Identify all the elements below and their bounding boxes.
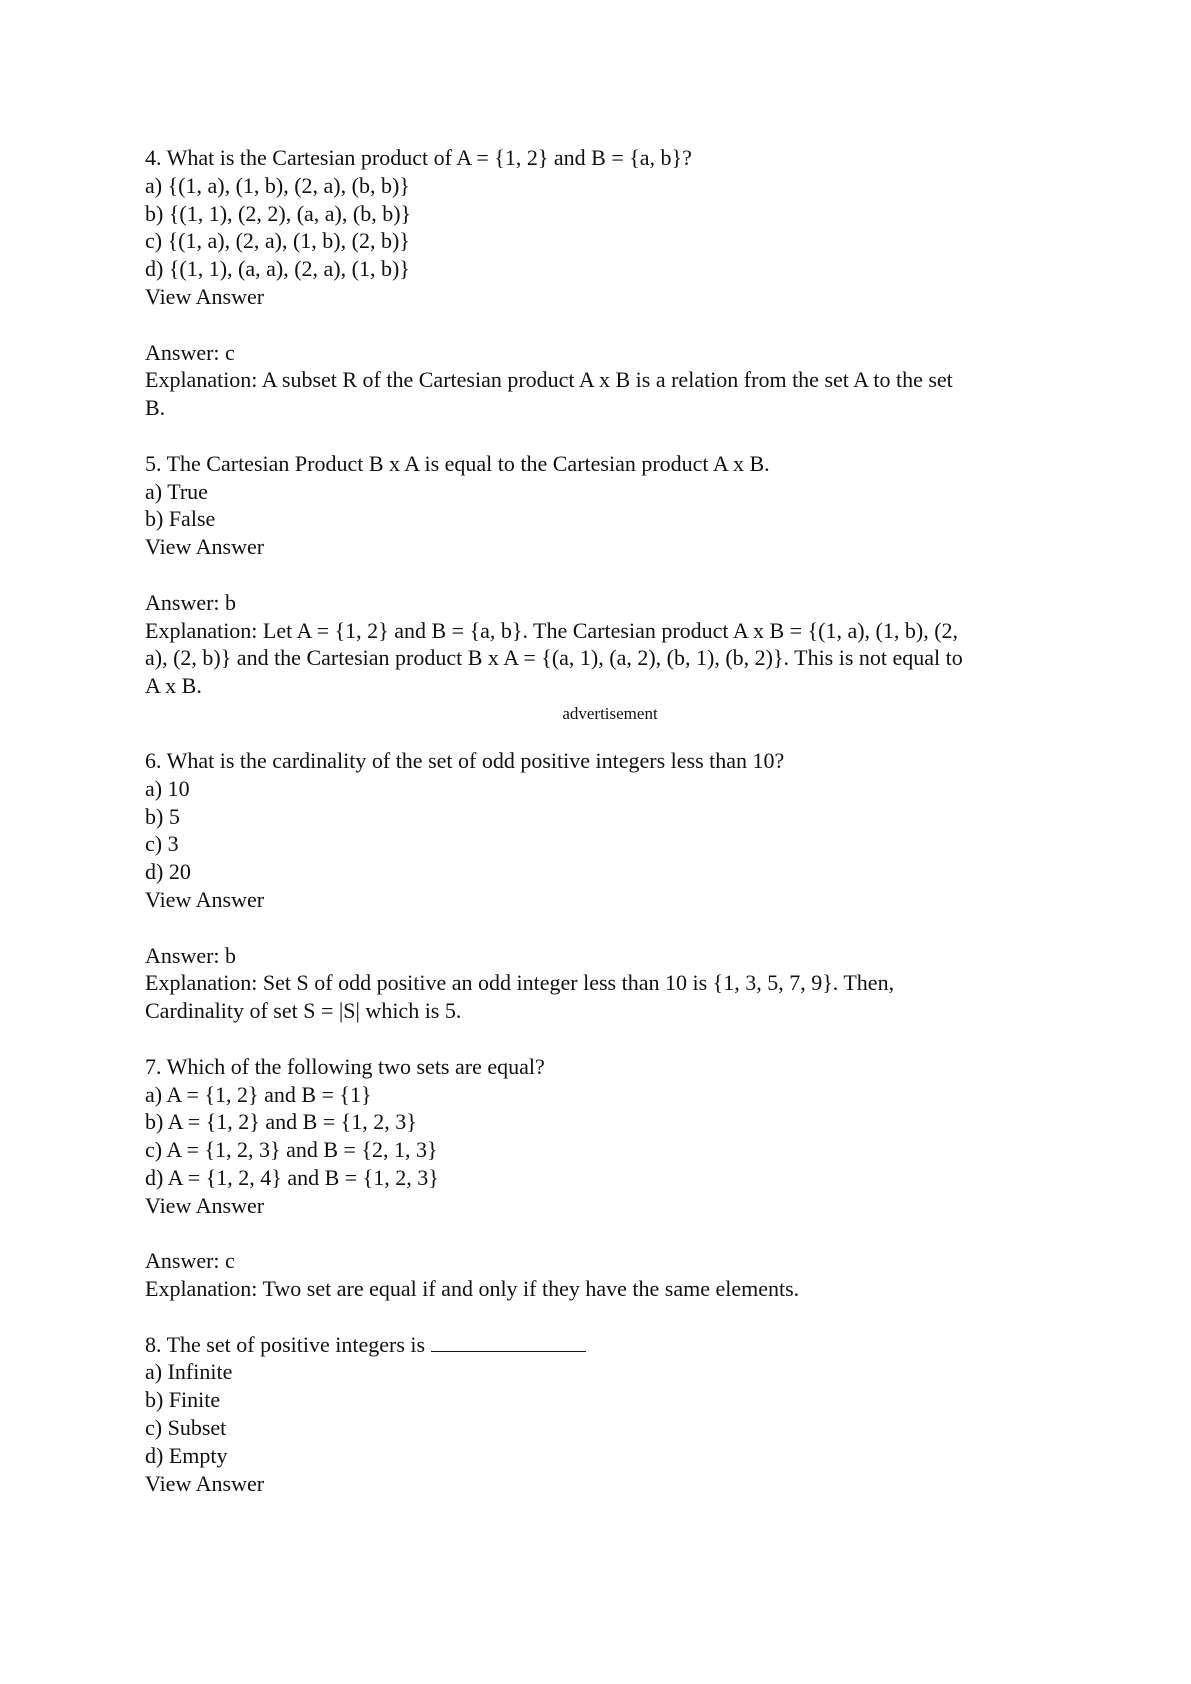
option: c) {(1, a), (2, a), (1, b), (2, b)}: [145, 228, 410, 254]
explanation-text: Cardinality of set S = |S| which is 5.: [145, 998, 462, 1024]
answer-text: Answer: b: [145, 589, 237, 615]
option: a) {(1, a), (1, b), (2, a), (b, b)}: [145, 172, 410, 198]
view-answer-link[interactable]: View Answer: [145, 1192, 265, 1218]
option: d) Empty: [145, 1442, 228, 1468]
explanation-text: Explanation: Two set are equal if and only if they have the same elements.: [145, 1276, 800, 1302]
question-text: 8. The set of positive integers is: [145, 1331, 426, 1357]
option: a) True: [145, 478, 208, 504]
question-block-4: [145, 144, 1075, 422]
explanation-text: Explanation: A subset R of the Cartesian product A x B is a relation from the set A to the set: [145, 367, 953, 393]
question-line: [145, 1331, 1075, 1359]
view-answer-link[interactable]: View Answer: [145, 534, 265, 560]
option: c) 3: [145, 831, 179, 857]
explanation-text: Explanation: Set S of odd positive an odd integer less than 10 is {1, 3, 5, 7, 9}. Then,: [145, 970, 895, 996]
option: b) 5: [145, 803, 180, 829]
question-block-6: [145, 747, 1075, 1025]
question-block-8: [145, 1331, 1075, 1498]
option: a) Infinite: [145, 1359, 233, 1385]
answer-text: Answer: b: [145, 942, 237, 968]
explanation-text: Explanation: Let A = {1, 2} and B = {a, b}. The Cartesian product A x B = {(1, a), (1, b), (2,: [145, 617, 959, 643]
option: b) False: [145, 506, 216, 532]
question-text: 7. Which of the following two sets are equal?: [145, 1053, 545, 1079]
fill-in-blank: [431, 1332, 586, 1352]
explanation-text: a), (2, b)} and the Cartesian product B x A = {(a, 1), (a, 2), (b, 1), (b, 2)}. This is not equal to: [145, 645, 963, 671]
question-text: 5. The Cartesian Product B x A is equal to the Cartesian product A x B.: [145, 450, 770, 476]
document-page: [145, 144, 1075, 1497]
option: b) {(1, 1), (2, 2), (a, a), (b, b)}: [145, 200, 412, 226]
question-block-5: [145, 450, 1075, 700]
advertisement-label: advertisement: [562, 703, 658, 723]
option: c) Subset: [145, 1415, 227, 1441]
option: d) A = {1, 2, 4} and B = {1, 2, 3}: [145, 1164, 439, 1190]
explanation-text: B.: [145, 395, 166, 421]
view-answer-link[interactable]: View Answer: [145, 886, 265, 912]
question-text: 4. What is the Cartesian product of A = {1, 2} and B = {a, b}?: [145, 145, 692, 170]
question-block-7: [145, 1053, 1075, 1303]
option: d) {(1, 1), (a, a), (2, a), (1, b)}: [145, 256, 410, 282]
view-answer-link[interactable]: View Answer: [145, 283, 265, 309]
question-text: 6. What is the cardinality of the set of odd positive integers less than 10?: [145, 747, 785, 773]
option: b) Finite: [145, 1387, 221, 1413]
view-answer-link[interactable]: View Answer: [145, 1470, 265, 1496]
option: c) A = {1, 2, 3} and B = {2, 1, 3}: [145, 1137, 438, 1163]
answer-text: Answer: c: [145, 339, 235, 365]
explanation-text: A x B.: [145, 673, 202, 699]
option: b) A = {1, 2} and B = {1, 2, 3}: [145, 1109, 417, 1135]
option: a) 10: [145, 775, 190, 801]
option: a) A = {1, 2} and B = {1}: [145, 1081, 372, 1107]
option: d) 20: [145, 859, 191, 885]
answer-text: Answer: c: [145, 1248, 235, 1274]
